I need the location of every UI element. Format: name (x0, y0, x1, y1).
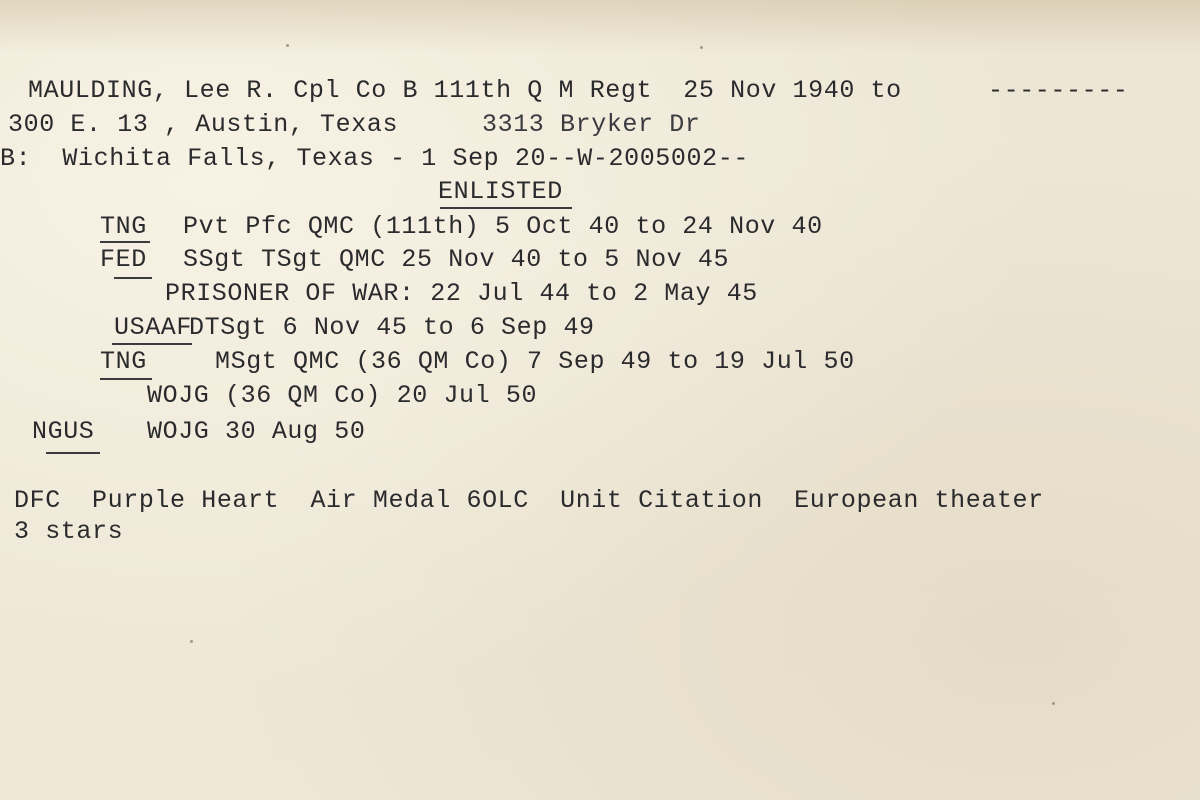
tng-code-2: TNG (100, 347, 147, 376)
paper-speck (286, 44, 289, 47)
awards-line-1: DFC Purple Heart Air Medal 6OLC Unit Citation European theater (14, 486, 1044, 515)
fed-underline (114, 277, 152, 279)
street-address: 3313 Bryker Dr (482, 110, 701, 139)
enlisted-underline (440, 207, 572, 209)
paper-speck (1052, 702, 1055, 705)
birth-line: B: Wichita Falls, Texas - 1 Sep 20--W-2005002-- (0, 144, 749, 173)
wojg-entry-1: WOJG (36 QM Co) 20 Jul 50 (147, 381, 538, 410)
paper-speck (700, 46, 703, 49)
ngus-underline (46, 452, 100, 454)
prisoner-of-war-entry: PRISONER OF WAR: 22 Jul 44 to 2 May 45 (165, 279, 758, 308)
name-unit-line: MAULDING, Lee R. Cpl Co B 111th Q M Regt 25 Nov 1940 to (28, 76, 902, 105)
tng-underline-1 (100, 241, 150, 243)
fed-code: FED (100, 245, 147, 274)
enlisted-heading: ENLISTED (438, 177, 563, 206)
tng-underline-2 (100, 378, 152, 380)
tng-code-1: TNG (100, 212, 147, 241)
paper-speck (190, 640, 193, 643)
tng-entry-2: MSgt QMC (36 QM Co) 7 Sep 49 to 19 Jul 50 (215, 347, 855, 376)
ngus-code: NGUS (32, 417, 95, 446)
ngus-entry: WOJG 30 Aug 50 (147, 417, 366, 446)
fed-entry: SSgt TSgt QMC 25 Nov 40 to 5 Nov 45 (183, 245, 730, 274)
usaaf-underline (112, 343, 192, 345)
awards-line-2: 3 stars (14, 517, 124, 546)
open-date-dashes: --------- (988, 76, 1129, 105)
card-top-edge (0, 0, 1200, 55)
usaaf-entry: DTSgt 6 Nov 45 to 6 Sep 49 (189, 313, 595, 342)
tng-entry-1: Pvt Pfc QMC (111th) 5 Oct 40 to 24 Nov 40 (183, 212, 823, 241)
address-line: 300 E. 13 , Austin, Texas (8, 110, 399, 139)
usaaf-code: USAAF (114, 313, 193, 342)
